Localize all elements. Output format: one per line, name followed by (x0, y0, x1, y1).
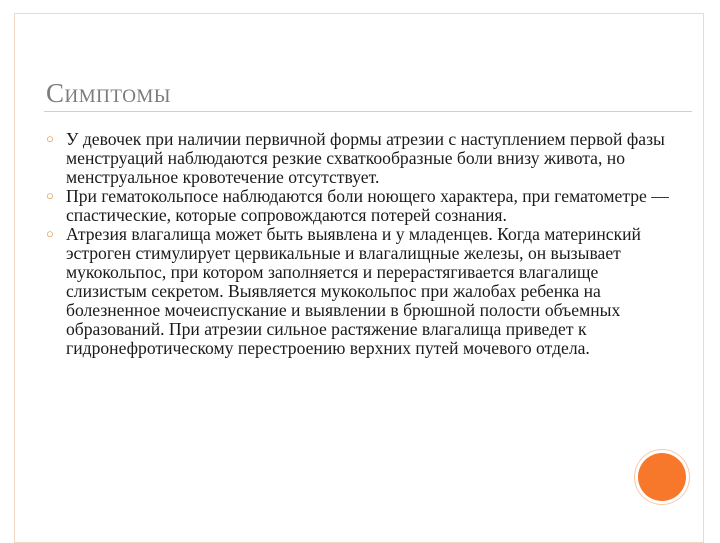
title-divider (44, 111, 692, 112)
decorative-orange-circle (638, 453, 686, 501)
bullet-item (46, 187, 676, 225)
bullet-item (46, 225, 676, 358)
bullet-list (46, 130, 676, 358)
bullet-item (46, 130, 676, 187)
circle-outline-icon: ○ (46, 226, 54, 241)
slide-title: Симптомы (46, 78, 171, 108)
circle-outline-icon: ○ (46, 131, 54, 146)
circle-outline-icon: ○ (46, 188, 54, 203)
bullet-text: У девочек при наличии первичной формы атрезии с наступлением первой фазы менструаций наблюдаются резкие схваткообразные боли внизу живота, но менструальное кровотечение отсутствует. (66, 129, 665, 187)
bullet-text: При гематокольпосе наблюдаются боли ноющего характера, при гематометре — спастические, которые сопровождаются потерей сознания. (66, 186, 669, 225)
bullet-text: Атрезия влагалища может быть выявлена и у младенцев. Когда материнский эстроген стимулирует цервикальные и влагалищные железы, он вызывает мукокольпос, при котором заполняется и перерастягивается влагалище слизистым секретом. Выявляется мукокольпос при жалобах ребенка на болезненное мочеиспускание и выявлении в брюшной полости объемных образований. При атрезии сильное растяжение влагалища приведет к гидронефротическому перестроению верхних путей мочевого отдела. (66, 224, 641, 358)
